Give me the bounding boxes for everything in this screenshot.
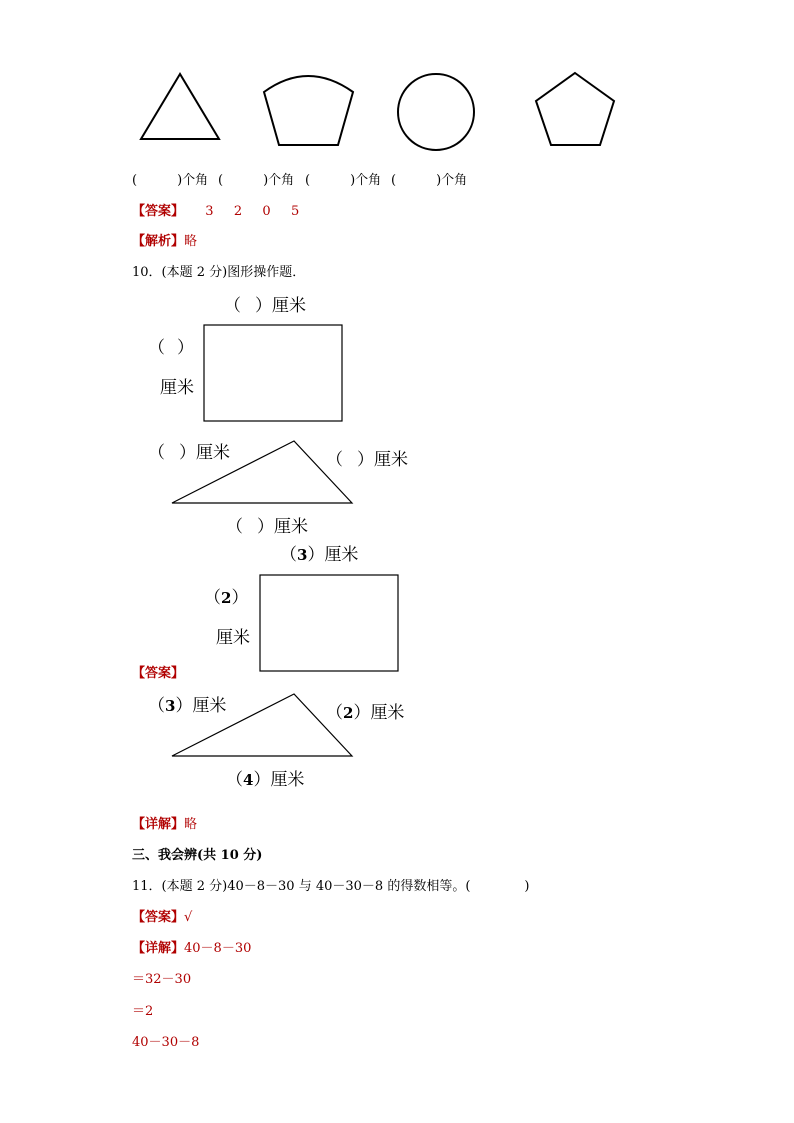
angle-blank-1: ( )个角	[132, 173, 209, 188]
answer-rect-left-unit: 厘米	[216, 628, 250, 648]
tri-bottom-label: （ ）厘米	[226, 517, 308, 537]
pentagon-icon	[0, 0, 794, 170]
tri-right-label: （ ）厘米	[326, 450, 408, 470]
section-heading: 三、我会辨(共 10 分)	[132, 848, 263, 863]
answer-tri-right-label: （2）厘米	[326, 703, 405, 723]
analysis-tag: 【解析】	[132, 234, 185, 249]
answer-tag: 【答案】	[132, 204, 185, 219]
q10-question: 10．(本题 2 分)图形操作题．	[132, 265, 306, 280]
rect-left-blank: （ ）	[148, 338, 194, 358]
q10-answer-tag: 【答案】	[132, 666, 185, 681]
answer-tri-left-label: （3）厘米	[148, 696, 227, 716]
q11-detail-line-2: ＝32－30	[132, 972, 192, 987]
tri-left-label: （ ）厘米	[148, 443, 230, 463]
q11-question: 11．(本题 2 分)40－8－30 与 40－30－8 的得数相等。( )	[132, 879, 530, 894]
rect-top-label: （ ）厘米	[224, 296, 306, 316]
angle-blank-3: ( )个角	[305, 173, 382, 188]
angle-blank-4: ( )个角	[391, 173, 468, 188]
q9-answer: 【答案】 3 2 0 5	[132, 204, 300, 219]
answer-rect-left-label: （2）	[204, 588, 249, 608]
rect-left-unit: 厘米	[160, 378, 194, 398]
q11-answer: 【答案】√	[132, 910, 193, 925]
q11-detail-line-4: 40－30－8	[132, 1035, 200, 1050]
answer-rect-top-label: （3）厘米	[280, 545, 359, 565]
q11-detail-line-3: ＝2	[132, 1004, 154, 1019]
angle-blank-2: ( )个角	[218, 173, 295, 188]
q9-analysis: 【解析】略	[132, 234, 198, 249]
answer-tri-bottom-label: （4）厘米	[226, 770, 305, 790]
q11-detail-line-1: 【详解】40－8－30	[132, 941, 252, 956]
q10-detail: 【详解】略	[132, 817, 198, 832]
